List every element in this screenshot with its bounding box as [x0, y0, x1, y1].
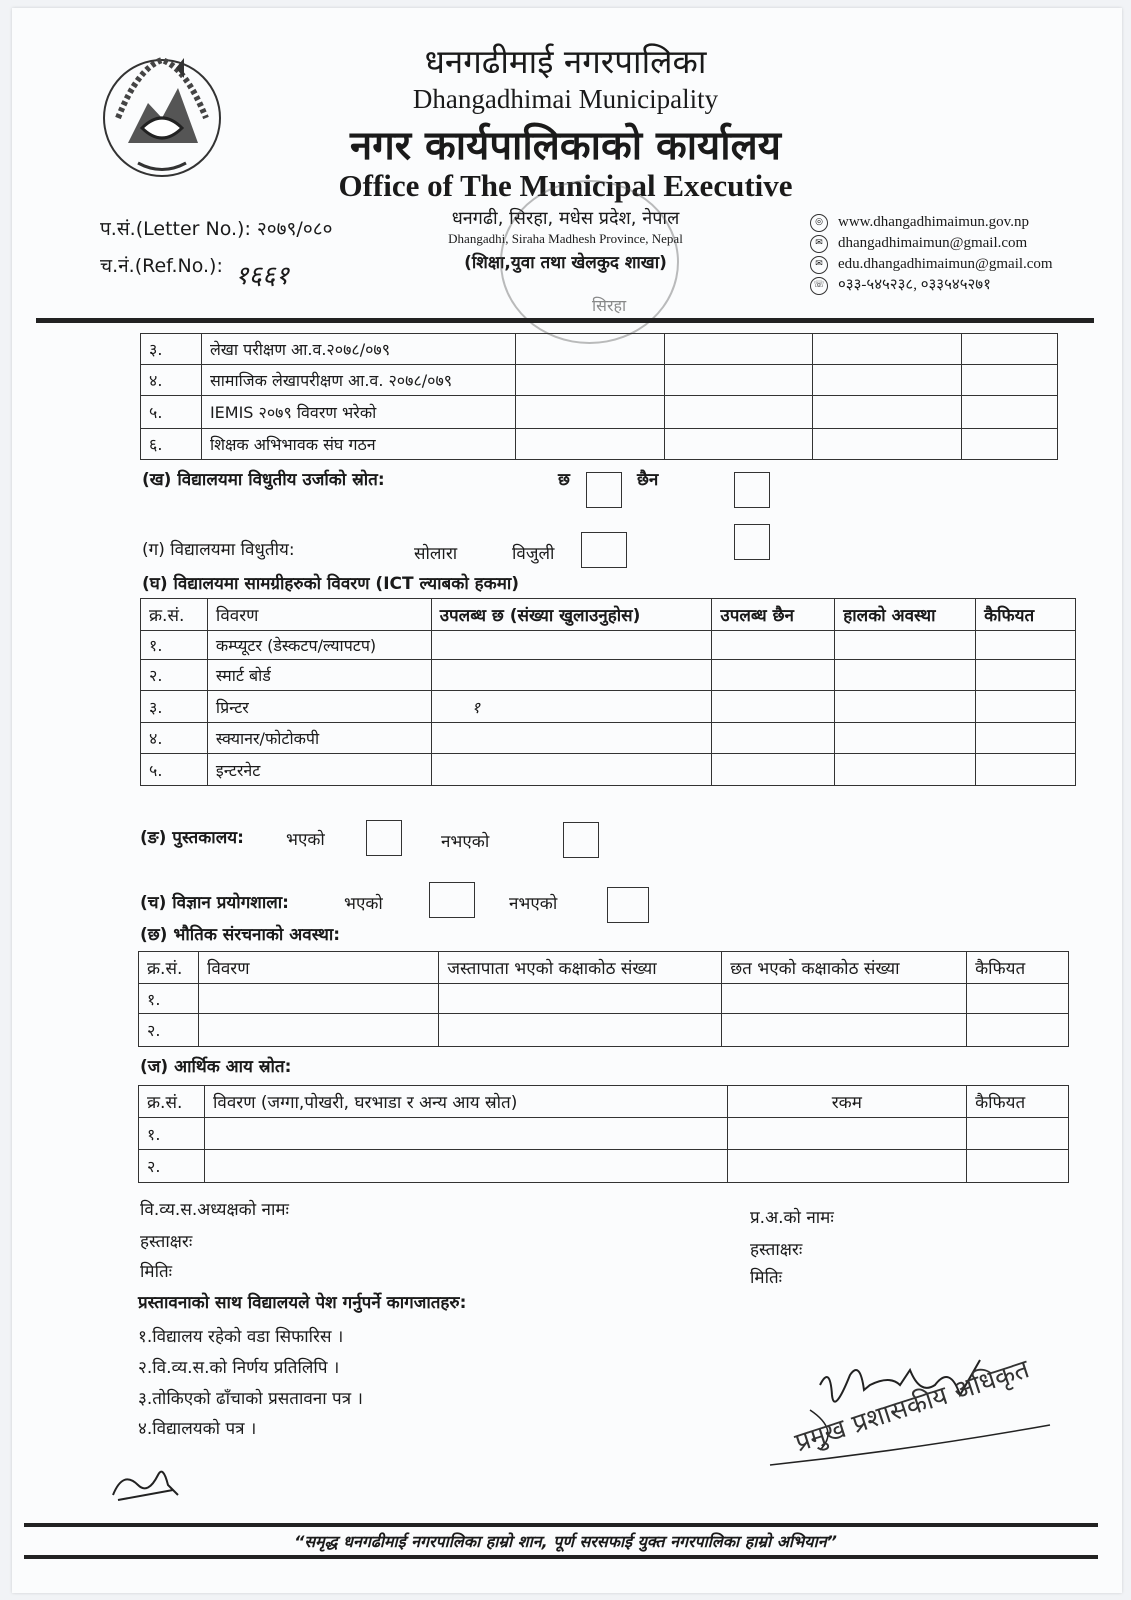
- ga-electric-checkbox[interactable]: [581, 532, 627, 568]
- office-name-np: नगर कार्यपालिकाको कार्यालय: [350, 122, 781, 169]
- lab-yes-checkbox[interactable]: [429, 882, 475, 918]
- section-cha-label: (च) विज्ञान प्रयोगशाला:: [140, 893, 289, 913]
- row-number: १.: [141, 631, 208, 660]
- table-row: [141, 660, 1076, 691]
- col-header: उपलब्ध छ (संख्या खुलाउनुहोस): [431, 599, 712, 631]
- head-date-label: मितिः: [750, 1268, 783, 1288]
- row-description: IEMIS २०७९ विवरण भरेको: [201, 396, 515, 429]
- col-header: क्र.सं.: [141, 599, 208, 631]
- chair-date-label: मितिः: [140, 1262, 173, 1282]
- municipality-name-np: धनगढीमाई नगरपालिका: [424, 42, 707, 81]
- available-count: १: [431, 691, 712, 723]
- col-header: क्र.सं.: [139, 952, 199, 984]
- row-number: २.: [139, 1150, 205, 1183]
- letter-number: प.सं.(Letter No.): २०७९/०८०: [100, 218, 333, 240]
- table-row: [141, 429, 1058, 460]
- globe-icon: ◎: [810, 214, 828, 232]
- col-header: रकम: [727, 1086, 967, 1118]
- row-description: स्क्यानर/फोटोकपी: [207, 723, 431, 754]
- col-header: उपलब्ध छैन: [712, 599, 835, 631]
- footer-divider-bottom: [24, 1555, 1098, 1559]
- infrastructure-table: [138, 951, 1069, 1047]
- table-row: [139, 1118, 1069, 1150]
- available-count: [431, 723, 712, 754]
- row-description: सामाजिक लेखापरीक्षण आ.व. २०७८/०७९: [201, 365, 515, 396]
- row-number: ५.: [141, 396, 202, 429]
- phone-number: ०३३-५४५२३८, ०३३५४५२७१: [838, 277, 991, 293]
- kha-no-label: छैन: [637, 470, 659, 490]
- section-ja-label: (ज) आर्थिक आय स्रोत:: [140, 1057, 292, 1077]
- section-kha-label: (ख) विद्यालयमा विधुतीय उर्जाको स्रोत:: [142, 470, 385, 490]
- office-name-en: Office of The Municipal Executive: [338, 168, 793, 203]
- chair-name-label: वि.व्य.स.अध्यक्षको नामः: [140, 1200, 289, 1220]
- municipality-name-en: Dhangadhimai Municipality: [412, 84, 719, 114]
- row-number: १.: [139, 984, 199, 1014]
- col-header: कैफियत: [976, 599, 1076, 631]
- address-np: धनगढी, सिरहा, मधेस प्रदेश, नेपाल: [451, 208, 680, 229]
- edu-email-link[interactable]: edu.dhangadhimaimun@gmail.com: [838, 256, 1053, 272]
- col-header: कैफियत: [967, 952, 1069, 984]
- ga-solar-checkbox[interactable]: [734, 524, 770, 560]
- document-item: ३.तोकिएको ढाँचाको प्रसतावना पत्र ।: [138, 1389, 363, 1409]
- table-row: [141, 334, 1058, 365]
- address-en: Dhangadhi, Siraha Madhesh Province, Nepal: [448, 231, 683, 246]
- section-gha-label: (घ) विद्यालयमा सामग्रीहरुको विवरण (ICT ल्याबको हकमा): [142, 574, 520, 594]
- document-item: २.वि.व्य.स.को निर्णय प्रतिलिपि ।: [138, 1358, 340, 1378]
- stamp-text: सिरहा: [592, 296, 627, 315]
- library-yes-checkbox[interactable]: [366, 820, 402, 856]
- col-header: हालको अवस्था: [835, 599, 976, 631]
- table-row: [139, 1014, 1069, 1047]
- document-item: १.विद्यालय रहेको वडा सिफारिस ।: [138, 1327, 344, 1347]
- row-description: इन्टरनेट: [207, 754, 431, 786]
- email-icon: ✉: [810, 235, 828, 253]
- table-row: [141, 754, 1076, 786]
- head-sign-label: हस्ताक्षरः: [750, 1240, 803, 1260]
- document-item: ४.विद्यालयको पत्र ।: [138, 1419, 257, 1439]
- table-header-row: [139, 1086, 1069, 1118]
- library-no-checkbox[interactable]: [563, 822, 599, 858]
- audit-table: [140, 333, 1058, 460]
- table-row: [141, 631, 1076, 660]
- row-description: कम्प्यूटर (डेस्कटप/ल्यापटप): [207, 631, 431, 660]
- row-number: ५.: [141, 754, 208, 786]
- section-nga-label: (ङ) पुस्तकालय:: [140, 828, 244, 848]
- available-count: [431, 754, 712, 786]
- email-link[interactable]: dhangadhimaimun@gmail.com: [838, 235, 1028, 251]
- section-ga-label: (ग) विद्यालयमा विधुतीय:: [142, 540, 295, 560]
- row-number: ३.: [141, 334, 202, 365]
- head-name-label: प्र.अ.को नामः: [750, 1208, 834, 1228]
- row-number: ६.: [141, 429, 202, 460]
- nga-yes-label: भएको: [286, 830, 325, 850]
- row-number: ४.: [141, 365, 202, 396]
- ref-number-label: च.नं.(Ref.No.):: [100, 255, 223, 277]
- row-description: शिक्षक अभिभावक संघ गठन: [201, 429, 515, 460]
- header-divider: [36, 318, 1094, 323]
- col-header: जस्तापाता भएको कक्षाकोठ संख्या: [439, 952, 722, 984]
- ref-number-handwritten: १६६१: [235, 261, 290, 291]
- table-row: [139, 1150, 1069, 1183]
- section-chha-label: (छ) भौतिक संरचनाको अवस्था:: [140, 925, 341, 945]
- cha-yes-label: भएको: [344, 894, 383, 914]
- documents-title: प्रस्तावनाको साथ विद्यालयले पेश गर्नुपर्ने कागजातहरु:: [138, 1293, 467, 1313]
- table-row: [141, 365, 1058, 396]
- cha-no-label: नभएको: [509, 894, 558, 914]
- footer-slogan: “समृद्ध धनगढीमाई नगरपालिका हाम्रो शान, पूर्ण सरसफाई युक्त नगरपालिका हाम्रो अभियान”: [294, 1532, 837, 1551]
- col-header: छत भएको कक्षाकोठ संख्या: [722, 952, 967, 984]
- col-header: विवरण: [198, 952, 438, 984]
- branch-name: (शिक्षा,युवा तथा खेलकुद शाखा): [464, 253, 667, 273]
- row-description: स्मार्ट बोर्ड: [207, 660, 431, 691]
- kha-yes-checkbox[interactable]: [586, 472, 622, 508]
- col-header: विवरण (जग्गा,पोखरी, घरभाडा र अन्य आय स्रोत): [204, 1086, 727, 1118]
- row-number: १.: [139, 1118, 205, 1150]
- ga-solar-label: सोलारा: [414, 544, 458, 564]
- col-header: क्र.सं.: [139, 1086, 205, 1118]
- table-header-row: [139, 952, 1069, 984]
- footer-divider-top: [24, 1523, 1098, 1527]
- row-number: २.: [139, 1014, 199, 1047]
- available-count: [431, 660, 712, 691]
- row-number: ३.: [141, 691, 208, 723]
- table-row: [141, 396, 1058, 429]
- table-row: [141, 691, 1076, 723]
- website-link[interactable]: www.dhangadhimaimun.gov.np: [838, 214, 1029, 230]
- table-row: [141, 723, 1076, 754]
- lab-no-checkbox[interactable]: [607, 887, 649, 923]
- initial-signature: [108, 1460, 188, 1505]
- row-number: २.: [141, 660, 208, 691]
- table-header-row: [141, 599, 1076, 631]
- contact-block: [810, 212, 1053, 296]
- kha-yes-label: छ: [558, 470, 570, 490]
- kha-no-checkbox[interactable]: [734, 472, 770, 508]
- col-header: विवरण: [207, 599, 431, 631]
- row-description: लेखा परीक्षण आ.व.२०७८/०७९: [201, 334, 515, 365]
- ict-table: [140, 598, 1076, 786]
- ga-electric-label: विजुली: [512, 544, 555, 564]
- email-icon: ✉: [810, 256, 828, 274]
- nga-no-label: नभएको: [441, 832, 490, 852]
- phone-icon: ☏: [810, 277, 828, 295]
- chair-sign-label: हस्ताक्षरः: [140, 1232, 193, 1252]
- officer-designation-stamp: प्रमुख प्रशासकीय अधिकृत: [791, 1354, 1033, 1459]
- table-row: [139, 984, 1069, 1014]
- row-description: प्रिन्टर: [207, 691, 431, 723]
- col-header: कैफियत: [967, 1086, 1069, 1118]
- row-number: ४.: [141, 723, 208, 754]
- available-count: [431, 631, 712, 660]
- income-table: [138, 1085, 1069, 1183]
